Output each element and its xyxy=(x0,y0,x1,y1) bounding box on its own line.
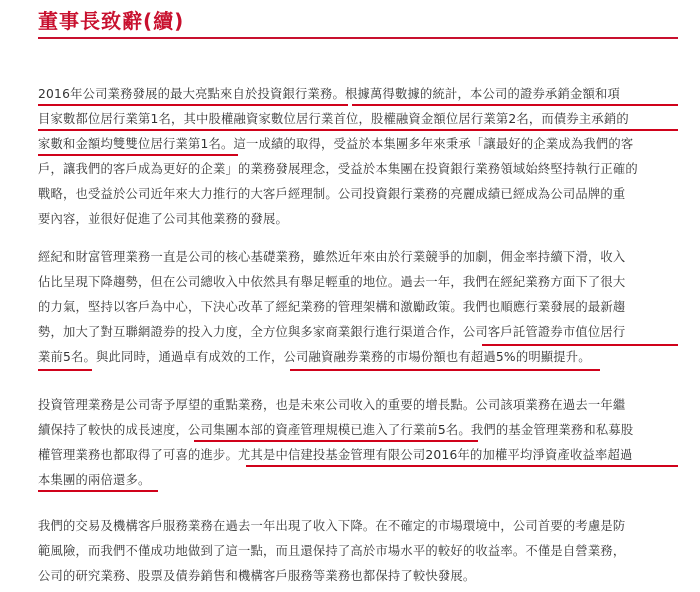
paragraph-investment-management xyxy=(38,393,678,493)
title-divider xyxy=(38,37,678,39)
paragraph-line: 戶，讓我們的客戶成為更好的企業」的業務發展理念，受益於本集團在投資銀行業務領域始終堅持執行正確的 xyxy=(38,162,638,176)
paragraph-line: 權管理業務也都取得了可喜的進步。尤其是中信建投基金管理有限公司2016年的加權平均淨資產收益率超過 xyxy=(38,448,633,462)
paragraph-line: 戰略，也受益於公司近年來大力推行的大客戶經理制。公司投資銀行業務的亮麗成績已經成為公司品牌的重 xyxy=(38,187,626,201)
paragraph-line: 的力氣，堅持以客戶為中心，下決心改革了經紀業務的管理架構和激勵政策。我們也順應行業發展的最新趨 xyxy=(38,300,626,314)
paragraph-line: 佔比呈現下降趨勢，但在公司總收入中依然具有舉足輕重的地位。過去一年，我們在經紀業務方面下了很大 xyxy=(38,275,626,289)
highlight-underline xyxy=(38,490,158,492)
highlight-underline xyxy=(38,129,678,131)
paragraph-trading xyxy=(38,514,678,589)
paragraph-brokerage xyxy=(38,245,678,370)
highlight-underline xyxy=(38,369,92,371)
highlight-underline xyxy=(38,104,348,106)
highlight-underline xyxy=(482,344,678,346)
paragraph-line: 續保持了較快的成長速度，公司集團本部的資產管理規模已進入了行業前5名。我們的基金管理業務和私募股 xyxy=(38,423,634,437)
highlight-underline xyxy=(352,104,678,106)
paragraph-line: 2016年公司業務發展的最大亮點來自於投資銀行業務。根據萬得數據的統計，本公司的證券承銷金額和項 xyxy=(38,87,620,101)
highlight-underline xyxy=(38,154,238,156)
highlight-underline xyxy=(194,440,478,442)
paragraph-line: 家數和金額均雙雙位居行業第1名。這一成績的取得，受益於本集團多年來秉承「讓最好的企業成為我們的客 xyxy=(38,137,634,151)
paragraph-line: 要內容，並很好促進了公司其他業務的發展。 xyxy=(38,212,288,226)
paragraph-line: 本集團的兩倍還多。 xyxy=(38,473,151,487)
paragraph-line: 投資管理業務是公司寄予厚望的重點業務，也是未來公司收入的重要的增長點。公司該項業務在過去一年繼 xyxy=(38,398,626,412)
paragraph-line: 目家數都位居行業第1名，其中股權融資家數位居行業首位，股權融資金額位居行業第2名，而債券主承銷的 xyxy=(38,112,629,126)
paragraph-line: 範風險，而我們不僅成功地做到了這一點，而且還保持了高於市場水平的較好的收益率。不僅是自營業務， xyxy=(38,544,626,558)
page-title: 董事長致辭(續) xyxy=(38,9,185,33)
paragraph-line: 業前5名。與此同時，通過卓有成效的工作，公司融資融券業務的市場份額也有超過5%的明顯提升。 xyxy=(38,350,591,364)
paragraph-line: 公司的研究業務、股票及債券銷售和機構客戶服務等業務也都保持了較快發展。 xyxy=(38,569,476,583)
highlight-underline xyxy=(246,465,678,467)
highlight-underline xyxy=(290,369,600,371)
paragraph-line: 經紀和財富管理業務一直是公司的核心基礎業務，雖然近年來由於行業競爭的加劇，佣金率持續下滑，收入 xyxy=(38,250,626,264)
paragraph-line: 勢，加大了對互聯網證券的投入力度，全方位與多家商業銀行進行渠道合作，公司客戶託管證券市值位居行 xyxy=(38,325,626,339)
paragraph-line: 我們的交易及機構客戶服務業務在過去一年出現了收入下降。在不確定的市場環境中，公司首要的考慮是防 xyxy=(38,519,626,533)
